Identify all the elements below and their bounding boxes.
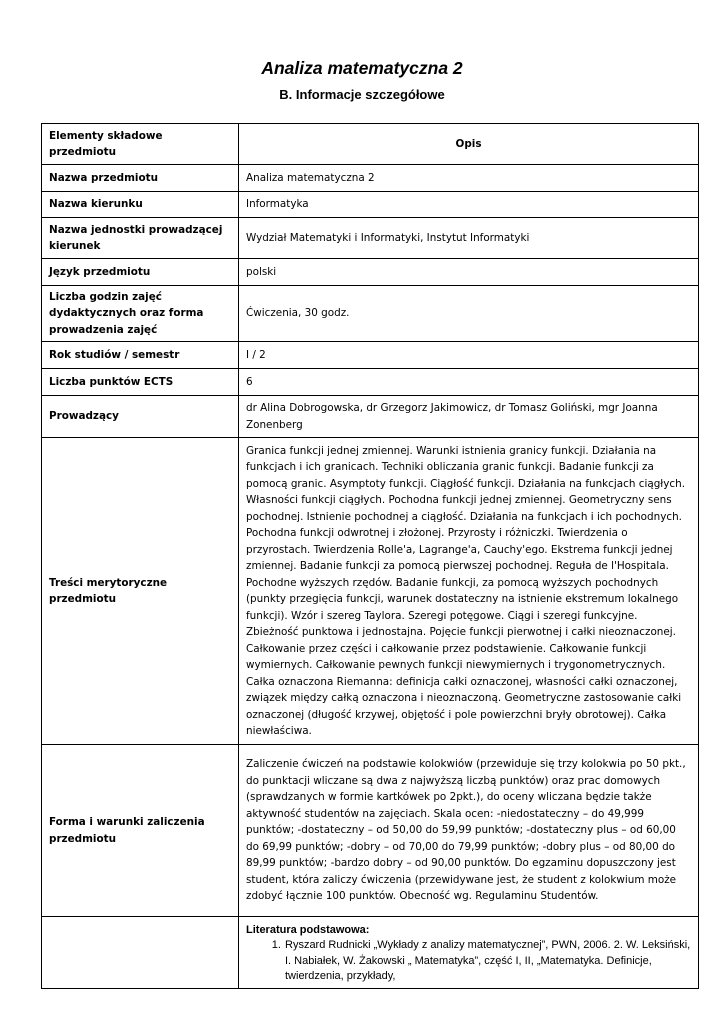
row-label: Liczba godzin zajęć dydaktycznych oraz forma prowadzenia zajęć xyxy=(42,286,239,342)
row-value: Zaliczenie ćwiczeń na podstawie kolokwiów (przewiduje się trzy kolokwia po 50 pkt., do punktacji wliczane są dwa z najwyższą liczbą punktów) oraz prac domowych (sprawdzanych w formie kartkówek po 2pkt.), do oceny wliczana będzie także aktywność studentów na zajęciach. Skala ocen: -niedostateczny – do 49,999 punktów; -dostateczny – od 50,00 do 59,99 punktów; -dostateczny plus – od 60,00 do 69,99 punktów; -dobry – od 70,00 do 79,99 punktów; -dobry plus – od 80,00 do 89,99 punktów; -bardzo dobry – od 90,00 punktów. Do egzaminu dopuszczony jest student, która zaliczy ćwiczenia (przewidywane jest, że student z kolokwium może zdobyć łącznie 100 punktów. Obecność wg. Regulaminu Studentów. xyxy=(239,745,699,917)
table-row xyxy=(42,165,699,192)
header-label: Elementy składowe przedmiotu xyxy=(42,124,239,165)
row-label: Nazwa jednostki prowadzącej kierunek xyxy=(42,218,239,259)
table-row xyxy=(42,342,699,369)
literature-list xyxy=(246,938,691,985)
literature-heading: Literatura podstawowa: xyxy=(246,924,370,936)
course-info-table xyxy=(41,123,699,989)
table-row xyxy=(42,192,699,218)
row-label: Forma i warunki zaliczenia przedmiotu xyxy=(42,745,239,917)
list-item: 1. Ryszard Rudnicki „Wykłady z analizy matematycznej”, PWN, 2006. 2. W. Leksiński, I. Nabiałek, W. Żakowski „ Matematyka”, część I, II, „Matematyka. Definicje, twierdzenia, przykłady, xyxy=(284,938,691,985)
row-value: polski xyxy=(239,259,699,286)
literature-row xyxy=(42,917,699,989)
row-value: Granica funkcji jednej zmiennej. Warunki istnienia granicy funkcji. Działania na funkcjach i ich granicach. Techniki obliczania granic funkcji. Badanie funkcji za pomocą granic. Asymptoty funkcji. Ciągłość funkcji. Działania na funkcjach ciągłych. Własności funkcji ciągłych. Pochodna funkcji jednej zmiennej. Geometryczny sens pochodnej. Istnienie pochodnej a ciągłość. Działania na funkcjach i ich pochodnych. Pochodna funkcji odwrotnej i złożonej. Przyrosty i różniczki. Twierdzenia o przyrostach. Twierdzenia Rolle'a, Lagrange'a, Cauchy'ego. Ekstrema funkcji jednej zmiennej. Badanie funkcji za pomocą pierwszej pochodnej. Reguła de l'Hospitala. Pochodne wyższych rzędów. Badanie funkcji, za pomocą wyższych pochodnych (punkty przegięcia funkcji, warunek dostateczny na istnienie ekstremum lokalnego funkcji). Wzór i szereg Taylora. Szeregi potęgowe. Ciągi i szeregi funkcyjne. Zbieżność punktowa i jednostajna. Pojęcie funkcji pierwotnej i całki nieoznaczonej. Całkowanie przez części i całkowanie przez podstawienie. Całkowanie funkcji wymiernych. Całkowanie pewnych funkcji niewymiernych i trygonometrycznych. Całka oznaczona Riemanna: definicja całki oznaczonej, własności całki oznaczonej, związek między całką oznaczona i nieoznaczoną. Geometryczne zastosowanie całki oznaczonej (długość krzywej, objętość i pole powierzchni bryły obrotowej). Całka niewłaściwa. xyxy=(239,438,699,745)
row-value: Informatyka xyxy=(239,192,699,218)
table-row xyxy=(42,438,699,745)
row-label: Liczba punktów ECTS xyxy=(42,369,239,396)
page-title: Analiza matematyczna 2 xyxy=(261,58,463,78)
header-value: Opis xyxy=(239,124,699,165)
table-row xyxy=(42,369,699,396)
table-header-row xyxy=(42,124,699,165)
literature-cell xyxy=(239,917,699,989)
row-label: Rok studiów / semestr xyxy=(42,342,239,369)
row-value: 6 xyxy=(239,369,699,396)
row-value: dr Alina Dobrogowska, dr Grzegorz Jakimowicz, dr Tomasz Goliński, mgr Joanna Zonenberg xyxy=(239,396,699,438)
row-label-empty xyxy=(42,917,239,989)
row-value: Wydział Matematyki i Informatyki, Instytut Informatyki xyxy=(239,218,699,259)
row-label: Język przedmiotu xyxy=(42,259,239,286)
row-value: Ćwiczenia, 30 godz. xyxy=(239,286,699,342)
row-label: Nazwa kierunku xyxy=(42,192,239,218)
table-row xyxy=(42,745,699,917)
row-label: Prowadzący xyxy=(42,396,239,438)
table-row xyxy=(42,396,699,438)
row-value: Analiza matematyczna 2 xyxy=(239,165,699,192)
table-row xyxy=(42,218,699,259)
table-row xyxy=(42,286,699,342)
table-row xyxy=(42,259,699,286)
row-label: Nazwa przedmiotu xyxy=(42,165,239,192)
row-value: I / 2 xyxy=(239,342,699,369)
page-subtitle: B. Informacje szczegółowe xyxy=(279,87,445,102)
row-label: Treści merytoryczne przedmiotu xyxy=(42,438,239,745)
